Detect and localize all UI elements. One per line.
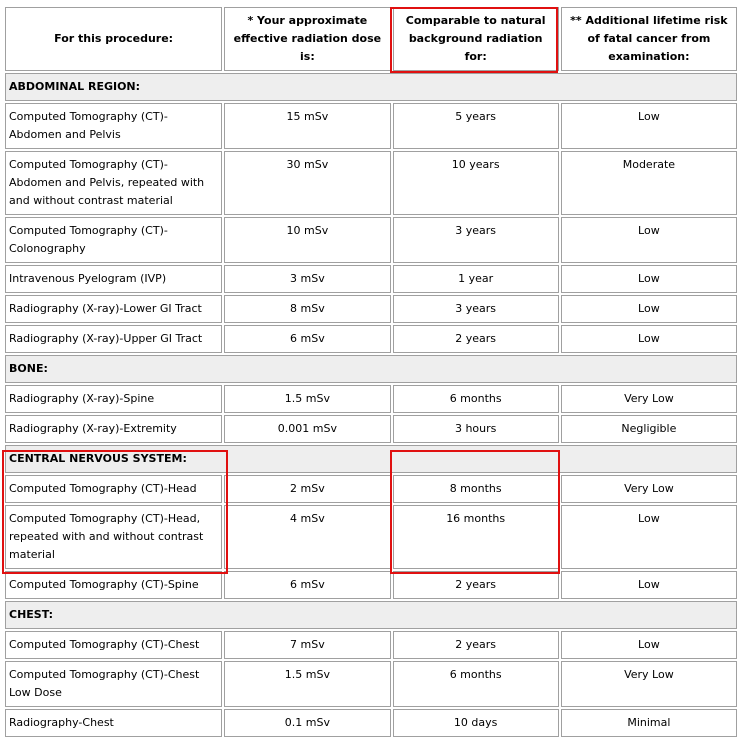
- risk-cell: Low: [561, 631, 737, 659]
- table-row: [5, 217, 737, 263]
- dose-cell: 0.1 mSv: [224, 709, 390, 737]
- comparable-cell: 5 years: [393, 103, 559, 149]
- procedure-cell: Radiography-Chest: [5, 709, 222, 737]
- procedure-cell: Computed Tomography (CT)-Head, repeated with and without contrast material: [5, 505, 222, 569]
- comparable-cell: 3 years: [393, 217, 559, 263]
- risk-cell: Low: [561, 265, 737, 293]
- table-row: [5, 505, 737, 569]
- comparable-cell: 6 months: [393, 661, 559, 707]
- risk-cell: Low: [561, 217, 737, 263]
- risk-cell: Low: [561, 295, 737, 323]
- risk-cell: Low: [561, 103, 737, 149]
- comparable-cell: 8 months: [393, 475, 559, 503]
- dose-cell: 1.5 mSv: [224, 385, 390, 413]
- header-row: [5, 7, 737, 71]
- dose-cell: 7 mSv: [224, 631, 390, 659]
- comparable-cell: 16 months: [393, 505, 559, 569]
- procedure-cell: Computed Tomography (CT)-Colonography: [5, 217, 222, 263]
- table-row: [5, 415, 737, 443]
- header-comparable: Comparable to natural background radiation for:: [393, 7, 559, 71]
- procedure-cell: Radiography (X-ray)-Extremity: [5, 415, 222, 443]
- table-row: [5, 325, 737, 353]
- dose-cell: 0.001 mSv: [224, 415, 390, 443]
- radiation-dose-table: [3, 5, 739, 739]
- table-row: [5, 265, 737, 293]
- dose-cell: 30 mSv: [224, 151, 390, 215]
- header-dose: * Your approximate effective radiation dose is:: [224, 7, 390, 71]
- table-row: [5, 475, 737, 503]
- risk-cell: Very Low: [561, 475, 737, 503]
- table-row: [5, 631, 737, 659]
- risk-cell: Very Low: [561, 661, 737, 707]
- comparable-cell: 6 months: [393, 385, 559, 413]
- comparable-cell: 2 years: [393, 571, 559, 599]
- header-risk: ** Additional lifetime risk of fatal cancer from examination:: [561, 7, 737, 71]
- section-row: [5, 73, 737, 101]
- dose-cell: 15 mSv: [224, 103, 390, 149]
- procedure-cell: Computed Tomography (CT)-Chest: [5, 631, 222, 659]
- procedure-cell: Radiography (X-ray)-Spine: [5, 385, 222, 413]
- table-row: [5, 709, 737, 737]
- dose-cell: 2 mSv: [224, 475, 390, 503]
- dose-cell: 6 mSv: [224, 571, 390, 599]
- comparable-cell: 3 hours: [393, 415, 559, 443]
- risk-cell: Low: [561, 325, 737, 353]
- procedure-cell: Radiography (X-ray)-Upper GI Tract: [5, 325, 222, 353]
- table-row: [5, 385, 737, 413]
- risk-cell: Low: [561, 571, 737, 599]
- procedure-cell: Computed Tomography (CT)-Chest Low Dose: [5, 661, 222, 707]
- comparable-cell: 10 days: [393, 709, 559, 737]
- table-row: [5, 151, 737, 215]
- risk-cell: Low: [561, 505, 737, 569]
- dose-cell: 3 mSv: [224, 265, 390, 293]
- section-title: CENTRAL NERVOUS SYSTEM:: [5, 445, 737, 473]
- table-row: [5, 571, 737, 599]
- table-body: [5, 73, 737, 737]
- section-title: CHEST:: [5, 601, 737, 629]
- procedure-cell: Computed Tomography (CT)-Spine: [5, 571, 222, 599]
- comparable-cell: 2 years: [393, 325, 559, 353]
- comparable-cell: 10 years: [393, 151, 559, 215]
- procedure-cell: Computed Tomography (CT)-Abdomen and Pelvis, repeated with and without contrast material: [5, 151, 222, 215]
- header-procedure: For this procedure:: [5, 7, 222, 71]
- comparable-cell: 1 year: [393, 265, 559, 293]
- risk-cell: Very Low: [561, 385, 737, 413]
- dose-cell: 8 mSv: [224, 295, 390, 323]
- table-row: [5, 295, 737, 323]
- section-title: ABDOMINAL REGION:: [5, 73, 737, 101]
- section-row: [5, 445, 737, 473]
- section-title: BONE:: [5, 355, 737, 383]
- procedure-cell: Radiography (X-ray)-Lower GI Tract: [5, 295, 222, 323]
- table-row: [5, 661, 737, 707]
- section-row: [5, 601, 737, 629]
- procedure-cell: Computed Tomography (CT)-Abdomen and Pelvis: [5, 103, 222, 149]
- risk-cell: Negligible: [561, 415, 737, 443]
- table-row: [5, 103, 737, 149]
- dose-cell: 1.5 mSv: [224, 661, 390, 707]
- risk-cell: Minimal: [561, 709, 737, 737]
- risk-cell: Moderate: [561, 151, 737, 215]
- dose-cell: 10 mSv: [224, 217, 390, 263]
- dose-cell: 6 mSv: [224, 325, 390, 353]
- comparable-cell: 3 years: [393, 295, 559, 323]
- procedure-cell: Computed Tomography (CT)-Head: [5, 475, 222, 503]
- section-row: [5, 355, 737, 383]
- comparable-cell: 2 years: [393, 631, 559, 659]
- dose-cell: 4 mSv: [224, 505, 390, 569]
- procedure-cell: Intravenous Pyelogram (IVP): [5, 265, 222, 293]
